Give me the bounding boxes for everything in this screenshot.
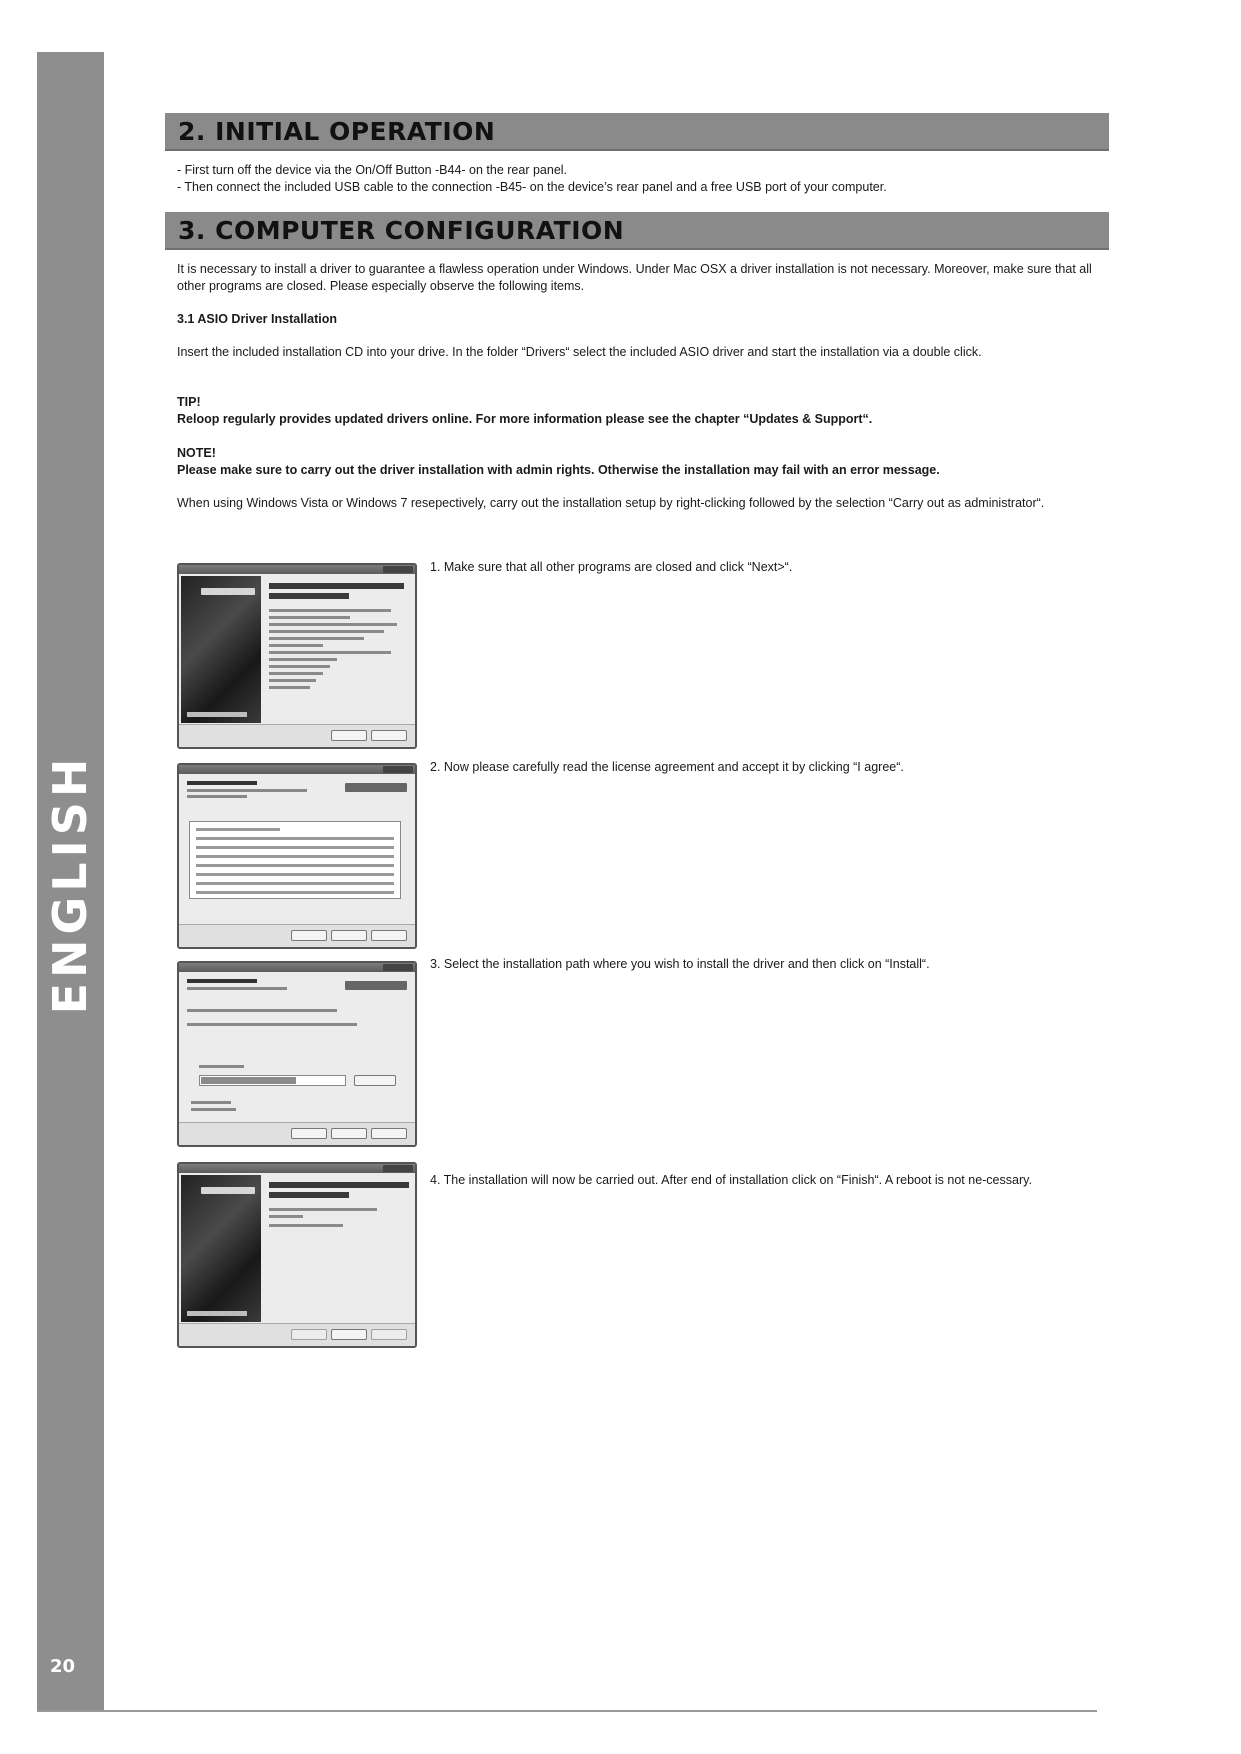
paragraph-line: - Then connect the included USB cable to the connection -B45- on the device’s rear panel and a free USB port of your computer. xyxy=(177,180,887,194)
screenshot-license-agreement xyxy=(177,763,417,949)
section-heading-initial-operation xyxy=(165,113,1109,151)
tip-label: TIP! xyxy=(177,395,201,409)
language-label: ENGLISH xyxy=(43,753,97,1015)
intro-paragraph: It is necessary to install a driver to guarantee a flawless operation under Windows. Under Mac OSX a driver installation is not necessary. Moreover, make sure that all other programs are closed. Please especially observe the following items. xyxy=(177,262,1092,293)
screenshot-choose-location xyxy=(177,961,417,1147)
step-4-text: 4. The installation will now be carried out. After end of installation click on “Finish“. A reboot is not ne-cessary. xyxy=(430,1173,1032,1187)
screenshot-welcome-wizard xyxy=(177,563,417,749)
insert-cd-paragraph: Insert the included installation CD into your drive. In the folder “Drivers“ select the included ASIO driver and start the installation via a double click. xyxy=(177,345,982,359)
section-heading-computer-configuration xyxy=(165,212,1109,250)
step-1-text: 1. Make sure that all other programs are closed and click “Next>“. xyxy=(430,560,793,574)
tip-text: Reloop regularly provides updated drivers online. For more information please see the chapter “Updates & Support“. xyxy=(177,412,873,426)
paragraph-line: - First turn off the device via the On/Off Button -B44- on the rear panel. xyxy=(177,163,568,177)
page-number: 20 xyxy=(50,1656,76,1677)
note-label: NOTE! xyxy=(177,446,216,460)
section-heading-text: 3. COMPUTER CONFIGURATION xyxy=(178,216,625,245)
footer-rule xyxy=(37,1710,1097,1712)
initial-operation-text xyxy=(177,162,1099,196)
screenshot-completing-wizard xyxy=(177,1162,417,1348)
vista-paragraph: When using Windows Vista or Windows 7 resepectively, carry out the installation setup by right-clicking followed by the selection “Carry out as administrator“. xyxy=(177,496,1045,510)
note-text: Please make sure to carry out the driver installation with admin rights. Otherwise the installation may fail with an error message. xyxy=(177,463,940,477)
step-3-text: 3. Select the installation path where you wish to install the driver and then click on “Install“. xyxy=(430,957,930,971)
step-2-text: 2. Now please carefully read the license agreement and accept it by clicking “I agree“. xyxy=(430,760,904,774)
section-heading-text: 2. INITIAL OPERATION xyxy=(178,117,496,146)
subheading-asio: 3.1 ASIO Driver Installation xyxy=(177,312,338,326)
